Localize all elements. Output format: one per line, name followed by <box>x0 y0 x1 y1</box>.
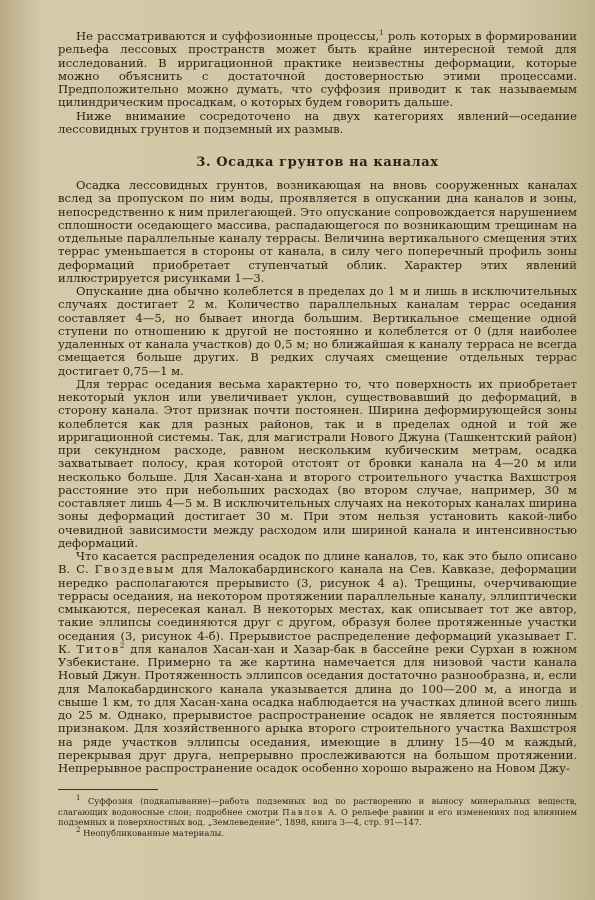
section-title: Осадка грунтов на каналах <box>216 155 439 170</box>
intro-paragraph-1: Не рассматриваются и суффозионные процессы,$^1$ роль которых в формировании рельефа лессовых пространств может быть крайне интересной темой для исследований. В ирригационной практике неизвестны деформации, которые можно объяснить с достаточной достоверностью этими процессами. Предположительно можно думать, что суффозия приводит к так называемым цилиндрическим просадкам, о которых будем говорить дальше. <box>58 29 577 110</box>
footnote-2: $^2$ Неопубликованные материалы. <box>76 826 225 839</box>
intro-paragraph-2: Ниже внимание сосредоточено на двух категориях явлений—оседание лессовидных грунтов и подземный их размыв. <box>58 108 577 136</box>
footnote-ref-1: 1 <box>379 29 384 38</box>
body-paragraph-4: Что касается распределения осадок по длине каналов, то, как это было описано В. С. Гвоздевым для Малокабардинского канала на Сев. Кавказе, деформации нередко располагаются прерывисто (3, рисунок 4 а). Трещины, очерчивающие террасы оседания, на некотором протяжении параллельные каналу, эллиптически смыкаются, пересекая канал. В некоторых местах, как описывает тот же автор, такие эллипсы соединяются друг с другом, образуя более протяженные участки оседания (3, рисунок 4-б). Прерывистое распределение деформаций указывает Г. К. Титов$^2$ для каналов Хасан-хан и Хазар-бак в бассейне реки Сурхан в южном Узбекистане. Примерно та же картина намечается для низовой части канала Новый Джун. Протяженность эллипсов оседания достаточно разнообразна, и, если для Малокабардинского канала указывается длина до 100—200 м, а иногда и свыше 1 км, то для Хасан-хана осадка наблюдается на участках длиной всего лишь до 25 м. Однако, прерывистое распространение осадок не является постоянным признаком. Для хозяйственного арыка второго строительного участка Вахшстроя на ряде участков эллипсы оседания, имеющие в длину 15—40 м каждый, перекрывая друг друга, непрерывно прослеживаются на большом протяжении. Непрерывное распространение осадок особенно хорошо выражено на Новом Джу- <box>58 549 578 775</box>
section-number: 3. <box>196 155 212 170</box>
author-name-gvozdev: Гвоздевым <box>94 562 176 577</box>
author-name-pavlov: Павлов <box>282 806 324 817</box>
body-paragraph-1: Осадка лессовидных грунтов, возникающая на вновь сооруженных каналах вслед за пропуском по ним воды, проявляется в опускании дна каналов и зоны, непосредственно к ним прилегающей. Это опускание сопровождается нарушением сплошности оседающего массива, распадающегося по возникающим трещинам на отдельные параллельные каналу террасы. Величина вертикального смещения этих террас уменьшается в стороны от канала, в силу чего поперечный профиль зоны деформаций приобретает ступенчатый облик. Характер этих явлений иллюстрируется рисунками 1—3. <box>58 178 577 285</box>
author-name-titov: Титов <box>76 641 120 656</box>
footnote-divider <box>58 789 158 790</box>
body-paragraph-2: Опускание дна обычно колеблется в пределах до 1 м и лишь в исключительных случаях достигает 2 м. Количество параллельных каналам террас оседания составляет 4—5, но бывает иногда большим. Вертикальное смещение одной ступени по отношению к другой не постоянно и колеблется от 0 (для наиболее удаленных от канала участков) до 0,5 м; но ближайшая к каналу терраса не всегда смещается больше других. В редких случаях смещение отдельных террас достигает 0,75—1 м. <box>58 284 577 378</box>
body-paragraph-3: Для террас оседания весьма характерно то, что поверхность их приобретает некоторый уклон или увеличивает уклон, существовавший до деформаций, в сторону канала. Этот признак почти постоянен. Ширина деформирующейся зоны колеблется как для разных районов, так и в пределах одной и той же ирригационной системы. Так, для магистрали Нового Джуна (Ташкентский район) при секундном расходе, равном нескольким кубическим метрам, осадка захватывает полосу, края которой отстоят от бровки канала на 4—20 м или несколько больше. Для Хасан-хана и второго строительного участка Вахшстроя расстояние это при небольших расходах (во втором случае, например, 30 м составляет лишь 4—5 м. В исключительных случаях на некоторых каналах ширина зоны деформаций достигает 30 м. При этом нельзя установить какой-либо очевидной зависимости между расходом или шириной канала и интенсивностью деформаций. <box>58 376 577 550</box>
footnote-ref-2: 2 <box>119 641 125 650</box>
section-heading <box>58 155 577 170</box>
footnote-1: $^1$ Суффозия (подкапывание)—работа подземных вод по растворению и выносу минеральных веществ, слагающих водоносные слои; подробнее смотри Павлов А. О рельефе равнин и его изменениях под влиянием подземных и поверхностных вод. „Землеведение“, 1898, книга 3—4, стр. 91—147. <box>58 794 577 828</box>
